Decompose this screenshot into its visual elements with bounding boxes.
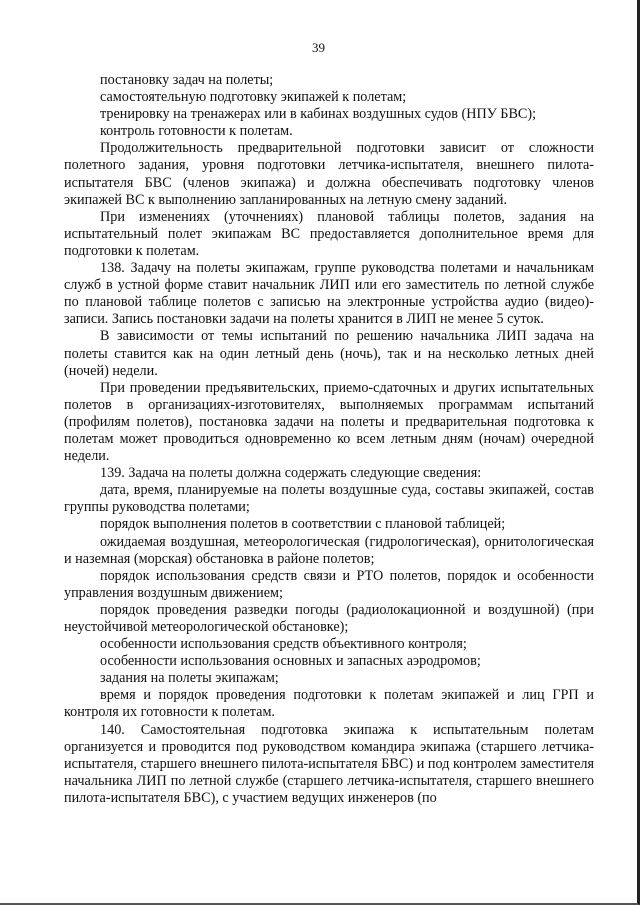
- paragraph: самостоятельную подготовку экипажей к полетам;: [100, 89, 407, 106]
- page-number: 39: [312, 40, 325, 55]
- paragraph: постановку задач на полеты;: [100, 72, 274, 88]
- paragraph: время и порядок проведения подготовки к полетам экипажей и лиц ГРП и контроля их готовности к полетам.: [64, 687, 594, 721]
- paragraph: Продолжительность предварительной подготовки зависит от сложности полетного задания, уровня подготовки летчика-испытателя, внешнего пилота-испытателя БВС (членов экипажа) и должна обеспечивать подготовку членов экипажей ВС к выполнению запланированных на летную смену заданий.: [64, 140, 594, 208]
- paragraph: порядок использования средств связи и РТО полетов, порядок и особенности управления воздушным движением;: [64, 567, 594, 601]
- paragraph: порядок проведения разведки погоды (радиолокационной и воздушной) (при неустойчивой метеорологической обстановке);: [64, 601, 594, 635]
- paragraph: 139. Задача на полеты должна содержать следующие сведения:: [100, 465, 482, 482]
- paragraph: контроль готовности к полетам.: [100, 123, 293, 140]
- paragraph: В зависимости от темы испытаний по решению начальника ЛИП задача на полеты ставится как на один летный день (ночь), так и на несколько летных дней (ночей) недели.: [64, 328, 594, 379]
- paragraph: задания на полеты экипажам;: [100, 670, 279, 687]
- paragraph: тренировку на тренажерах или в кабинах воздушных судов (НПУ БВС);: [100, 106, 537, 123]
- paragraph: 140. Самостоятельная подготовка экипажа к испытательным полетам организуется и проводится под руководством командира экипажа (старшего летчика-испытателя, старшего внешнего пилота-испытателя БВС) и под контролем заместителя начальника ЛИП по летной службе (старшего летчика-испытателя, старшего внешнего пилота-испытателя БВС), с участием ведущих инженеров (по: [64, 721, 594, 806]
- document-body: [64, 72, 594, 807]
- paragraph: При проведении предъявительских, приемо-сдаточных и других испытательных полетов в организациях-изготовителях, выполняемых программам испытаний (профилям полетов), постановка задачи на полеты и предварительная подготовка к полетам может проводиться одновременно ко всем летным дням (ночам) очередной недели.: [64, 379, 594, 465]
- paragraph: особенности использования средств объективного контроля;: [100, 636, 467, 653]
- paragraph: особенности использования основных и запасных аэродромов;: [100, 653, 481, 670]
- paragraph: порядок выполнения полетов в соответствии с плановой таблицей;: [100, 516, 506, 533]
- paragraph: дата, время, планируемые на полеты воздушные суда, составы экипажей, состав группы руководства полетами;: [64, 482, 594, 516]
- paragraph: При изменениях (уточнениях) плановой таблицы полетов, задания на испытательный полет экипажам ВС предоставляется дополнительное время для подготовки к полетам.: [64, 208, 594, 259]
- paragraph: 138. Задачу на полеты экипажам, группе руководства полетами и начальникам служб в устной форме ставит начальник ЛИП или его заместитель по летной службе по плановой таблице полетов с записью на электронные устройства аудио (видео)-записи. Запись постановки задачи на полеты хранится в ЛИП не менее 5 суток.: [64, 260, 594, 328]
- paragraph: ожидаемая воздушная, метеорологическая (гидрологическая), орнитологическая и наземная (морская) обстановка в районе полетов;: [64, 533, 594, 567]
